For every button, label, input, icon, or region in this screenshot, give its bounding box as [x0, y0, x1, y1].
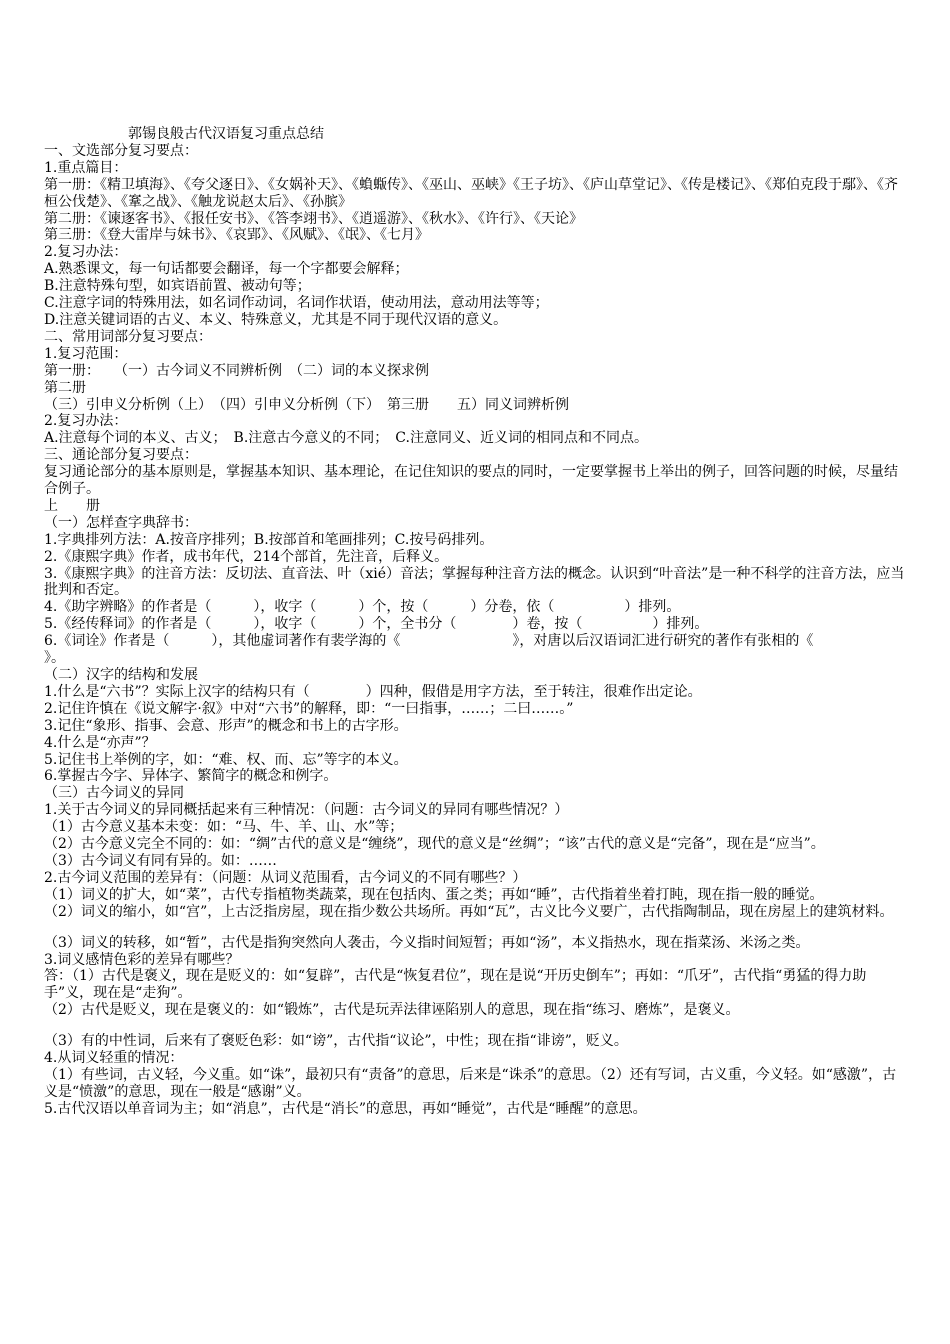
text-line: 2.古今词义范围的差异有：（问题：从词义范围看，古今词义的不同有哪些？）	[44, 869, 527, 886]
blank-line	[44, 1019, 910, 1033]
text-line: 2.复习办法：	[44, 413, 128, 430]
text-line: A.注意每个词的本义、古义； B.注意古今意义的不同； C.注意同义、近义词的相同点和不同点。	[44, 430, 648, 447]
text-line: 3.《康熙字典》的注音方法：反切法、直音法、叶（xié）音法；掌握每种注音方法的概念。认识到“叶音法”是一种不科学的注音方法，应当批判和否定。	[44, 565, 905, 599]
text-line: 第二册	[44, 379, 86, 396]
text-line: 5.古代汉语以单音词为主；如“消息”，古代是“消长”的意思，再如“睡觉”，古代是“睡醒”的意思。	[44, 1100, 647, 1117]
text-line: B.注意特殊句型，如宾语前置、被动句等；	[44, 278, 311, 295]
text-line: 4.什么是“亦声”？	[44, 734, 156, 751]
text-line: 3.词义感情色彩的差异有哪些？	[44, 951, 240, 968]
text-line: 第一册： （一）古今词义不同辨析例 （二）词的本义探求例	[44, 362, 429, 379]
text-line: （2）古今意义完全不同的：如：“绸”古代的意义是“缠绕”，现代的意义是“丝绸”；“该”古代的意义是“完备”，现在是“应当”。	[44, 836, 825, 853]
text-line: 2.复习办法：	[44, 244, 128, 261]
text-line: 三、通论部分复习要点：	[44, 447, 198, 464]
blank-line	[44, 921, 910, 935]
text-line: （三）古今词义的异同	[44, 785, 184, 802]
text-line: （2）词义的缩小，如“宫”，上古泛指房屋，现在指少数公共场所。再如“瓦”，古义比今义要广，古代指陶制品，现在房屋上的建筑材料。	[44, 903, 894, 920]
text-line: 1.字典排列方法：A.按音序排列；B.按部首和笔画排列；C.按号码排列。	[44, 531, 494, 548]
text-line: （3）有的中性词，后来有了褒贬色彩：如“谤”，古代指“议论”，中性；现在指“诽谤”，贬义。	[44, 1033, 628, 1050]
text-line: 1.关于古今词义的异同概括起来有三种情况：（问题：古今词义的异同有哪些情况？）	[44, 802, 569, 819]
document-page	[44, 126, 910, 1118]
text-line: 4.《助字辨略》的作者是（ ），收字（ ）个，按（ ）分卷，依（ ）排列。	[44, 599, 681, 616]
text-line: 复习通论部分的基本原则是，掌握基本知识、基本理论，在记住知识的要点的同时，一定要掌握书上举出的例子，回答问题的时候，尽量结合例子。	[44, 464, 898, 498]
text-line: （三）引申义分析例（上） （四）引申义分析例（下） 第三册 五）同义词辨析例	[44, 396, 569, 413]
text-line: 3.记住“象形、指事、会意、形声”的概念和书上的古字形。	[44, 717, 408, 734]
text-line: 第二册：《谏逐客书》、《报任安书》、《答李翊书》、《逍遥游》、《秋水》、《许行》、《天论》	[44, 210, 583, 227]
text-line: 1.复习范围：	[44, 345, 128, 362]
text-line: 6.掌握古今字、异体字、繁简字的概念和例字。	[44, 768, 338, 785]
text-line: （2）古代是贬义，现在是褒义的：如“锻炼”，古代是玩弄法律诬陷别人的意思，现在指“练习、磨炼”，是褒义。	[44, 1002, 740, 1019]
text-line: A.熟悉课文，每一句话都要会翻译，每一个字都要会解释；	[44, 261, 409, 278]
text-line: （1）词义的扩大，如“菜”，古代专指植物类蔬菜，现在包括肉、蛋之类；再如“睡”，古代指着坐着打盹，现在指一般的睡觉。	[44, 886, 824, 903]
text-line: 第一册：《精卫填海》、《夸父逐日》、《女娲补天》、《蝜蝂传》、《巫山、巫峡》《王子坊》、《庐山草堂记》、《传是楼记》、《郑伯克段于鄢》、《齐桓公伐楚》、《鞌之战》、《触龙说赵太后》、《孙膑》	[44, 176, 898, 210]
text-line: 一、文选部分复习要点：	[44, 142, 198, 159]
text-line: 答：（1）古代是褒义，现在是贬义的：如“复辟”，古代是“恢复君位”，现在是说“开历史倒车”；再如：“爪牙”，古代指“勇猛的得力助手”义，现在是“走狗”。	[44, 968, 867, 1002]
text-line: （3）词义的转移，如“暂”，古代是指狗突然向人袭击，今义指时间短暂；再如“汤”，本义指热水，现在指菜汤、米汤之类。	[44, 934, 810, 951]
text-line: 2.记住许慎在《说文解字·叙》中对“六书”的解释，即：“一曰指事，……；二曰……。”	[44, 700, 574, 717]
text-line: 1.什么是“六书”？实际上汉字的结构只有（ ）四种，假借是用字方法，至于转注，很难作出定论。	[44, 683, 702, 700]
text-line: 4.从词义轻重的情况：	[44, 1050, 184, 1067]
document-body	[44, 143, 910, 1118]
text-line: C.注意字词的特殊用法，如名词作动词，名词作状语，使动用法，意动用法等等；	[44, 295, 549, 312]
text-line: （1）有些词，古义轻，今义重。如“诛”，最初只有“责备”的意思，后来是“诛杀”的意思。（2）还有写词，古义重，今义轻。如“感激”，古义是“愤激”的意思，现在一般是“感谢”义。	[44, 1066, 897, 1100]
text-line: （3）古今词义有同有异的。如：……	[44, 852, 277, 869]
text-line: （1）古今意义基本未变：如：“马、牛、羊、山、水”等；	[44, 819, 404, 836]
text-line: （一）怎样查字典辞书：	[44, 514, 198, 531]
text-line: 6.《词诠》作者是（ ），其他虚词著作有裴学海的《 》，对唐以后汉语词汇进行研究的著作有张相的《 》。	[44, 633, 898, 667]
text-line: 第三册：《登大雷岸与妹书》、《哀郢》、《风赋》、《氓》、《七月》	[44, 227, 429, 244]
document-title: 郭锡良般古代汉语复习重点总结	[128, 126, 324, 142]
text-line: 2.《康熙字典》作者，成书年代，214个部首，先注音，后释义。	[44, 548, 449, 565]
text-line: 二、常用词部分复习要点：	[44, 328, 212, 345]
text-line: 1.重点篇目：	[44, 159, 128, 176]
text-line: 5.《经传释词》的作者是（ ），收字（ ）个，全书分（ ）卷，按（ ）排列。	[44, 616, 709, 633]
text-line: D.注意关键词语的古义、本义、特殊意义，尤其是不同于现代汉语的意义。	[44, 311, 508, 328]
text-line: 5.记住书上举例的字，如：“难、权、而、忘”等字的本义。	[44, 751, 408, 768]
text-line: （二）汉字的结构和发展	[44, 667, 198, 683]
text-line: 上 册	[44, 497, 100, 514]
